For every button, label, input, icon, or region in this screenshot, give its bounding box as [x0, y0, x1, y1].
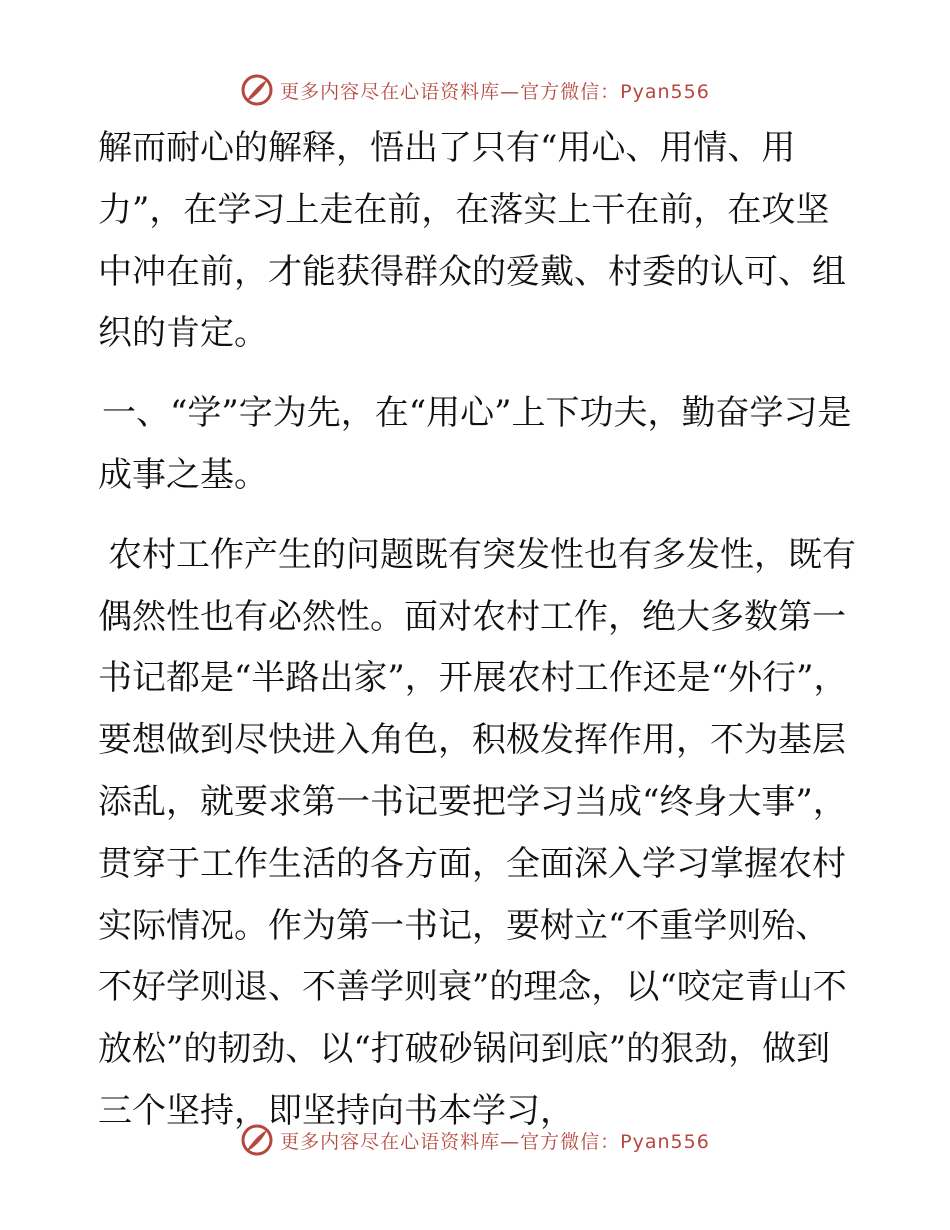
- watermark-text: 更多内容尽在心语资料库—官方微信：Pyan556: [280, 80, 710, 103]
- watermark-text: 更多内容尽在心语资料库—官方微信：Pyan556: [280, 1130, 710, 1153]
- paragraph-intro: 解而耐心的解释，悟出了只有“用心、用情、用力”，在学习上走在前，在落实上干在前，在攻坚中冲在前，才能获得群众的爱戴、村委的认可、组织的肯定。: [98, 128, 846, 354]
- watermark-header: [0, 70, 950, 110]
- quill-seal-icon: [240, 1123, 274, 1157]
- section-heading: 一、“学”字为先，在“用心”上下功夫，勤奋学习是成事之基。: [98, 393, 852, 495]
- quill-seal-icon: [240, 73, 274, 107]
- paragraph-body: 农村工作产生的问题既有突发性也有多发性，既有偶然性也有必然性。面对农村工作，绝大多数第一书记都是“半路出家”，开展农村工作还是“外行”，要想做到尽快进入角色，积极发挥作用，不为基层添乱，就要求第一书记要把学习当成“终身大事”，贯穿于工作生活的各方面，全面深入学习掌握农村实际情况。作为第一书记，要树立“不重学则殆、不好学则退、不善学则衰”的理念，以“咬定青山不放松”的韧劲、以“打破砂锅问到底”的狠劲，做到三个坚持，即坚持向书本学习，: [98, 534, 856, 1131]
- document-body: [98, 118, 858, 1143]
- watermark-footer: [0, 1120, 950, 1160]
